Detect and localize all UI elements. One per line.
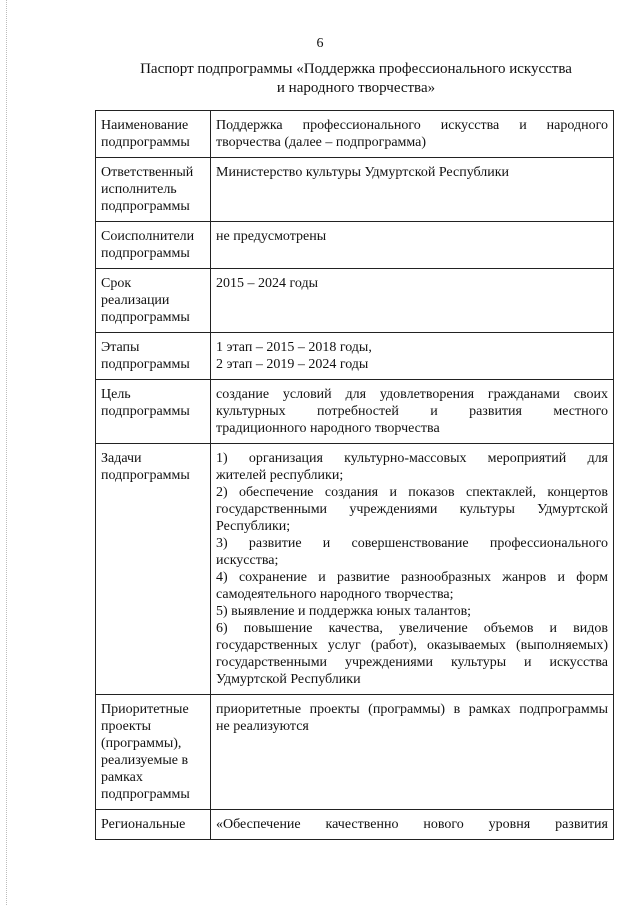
row-label: Региональные bbox=[96, 810, 211, 840]
row-label: Этапы подпрограммы bbox=[96, 333, 211, 380]
table-row bbox=[96, 158, 614, 222]
row-label: Ответственный исполнитель подпрограммы bbox=[96, 158, 211, 222]
page-number: 6 bbox=[316, 36, 324, 51]
row-value: «Обеспечение качественно нового уровня развития bbox=[211, 810, 614, 840]
row-value: не предусмотрены bbox=[211, 222, 614, 269]
row-value: создание условий для удовлетворения гражданами своих культурных потребностей и развития местного традиционного народного творчества bbox=[211, 380, 614, 444]
title-line-1: Паспорт подпрограммы «Поддержка профессионального искусства bbox=[140, 61, 572, 77]
row-value: 1) организация культурно-массовых мероприятий для жителей республики; 2) обеспечение создания и показов спектаклей, концертов государственными учреждениями культуры Удмуртской Республики; 3) развитие и совершенствование профессионального искусства; 4) сохранение и развитие разнообразных жанров и форм самодеятельного народного творчества; 5) выявление и поддержка юных талантов; 6) повышение качества, увеличение объемов и видов государственных услуг (работ), оказываемых (выполняемых) государственными учреждениями культуры и искусства Удмуртской Республики bbox=[211, 444, 614, 695]
row-label: Срок реализации подпрограммы bbox=[96, 269, 211, 333]
row-label: Наименование подпрограммы bbox=[96, 111, 211, 158]
table-row bbox=[96, 222, 614, 269]
scan-margin bbox=[6, 0, 8, 905]
table-row bbox=[96, 269, 614, 333]
row-value: 1 этап – 2015 – 2018 годы, 2 этап – 2019 – 2024 годы bbox=[211, 333, 614, 380]
row-value: приоритетные проекты (программы) в рамках подпрограммы не реализуются bbox=[211, 695, 614, 810]
row-value: 2015 – 2024 годы bbox=[211, 269, 614, 333]
title-line-2: и народного творчества» bbox=[276, 80, 436, 96]
row-label: Задачи подпрограммы bbox=[96, 444, 211, 695]
row-value: Поддержка профессионального искусства и народного творчества (далее – подпрограмма) bbox=[211, 111, 614, 158]
row-label: Цель подпрограммы bbox=[96, 380, 211, 444]
table-row bbox=[96, 111, 614, 158]
table-row bbox=[96, 695, 614, 810]
row-value: Министерство культуры Удмуртской Республики bbox=[211, 158, 614, 222]
page-title bbox=[96, 60, 616, 98]
table-row bbox=[96, 380, 614, 444]
table-row bbox=[96, 444, 614, 695]
row-label: Приоритетные проекты (программы), реализуемые в рамках подпрограммы bbox=[96, 695, 211, 810]
table-row bbox=[96, 810, 614, 840]
table-row bbox=[96, 333, 614, 380]
row-label: Соисполнители подпрограммы bbox=[96, 222, 211, 269]
passport-table bbox=[95, 110, 614, 840]
